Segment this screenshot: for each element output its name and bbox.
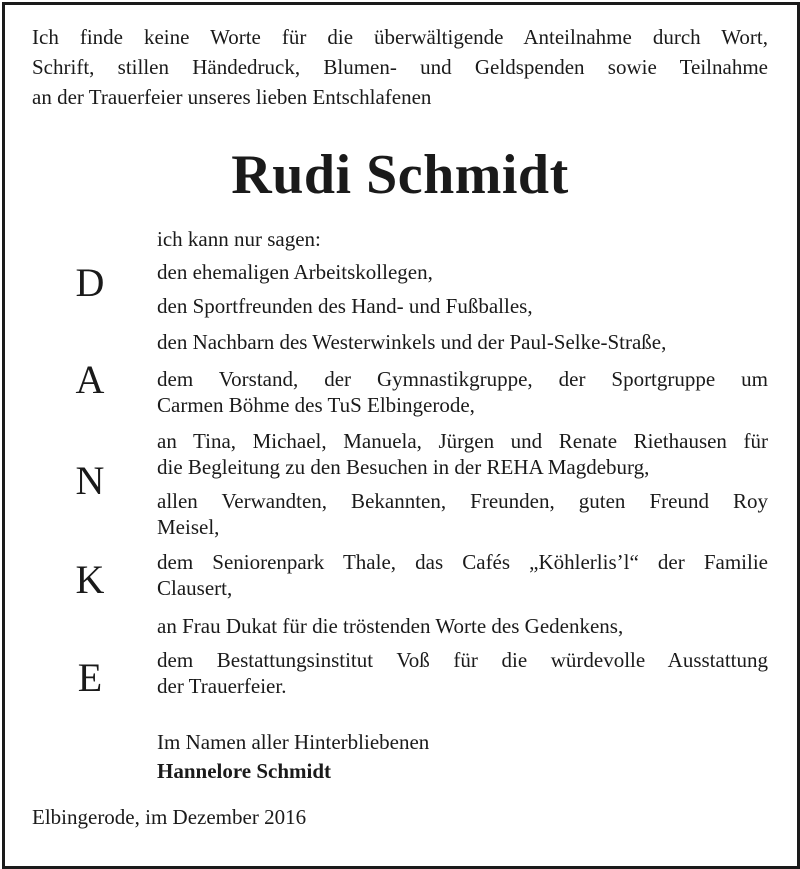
- thanks-entry-5: [157, 366, 768, 418]
- danke-letter-k: K: [75, 557, 105, 602]
- intro-paragraph: [32, 22, 768, 112]
- thanks-line: den Nachbarn des Westerwinkels und der Paul-Selke-Straße,: [157, 330, 667, 354]
- thanks-entry-7: [157, 488, 768, 540]
- thanks-entry-8: [157, 549, 768, 601]
- thanks-entry-2: [157, 259, 768, 285]
- danke-letter-e: E: [77, 655, 103, 700]
- thanks-entry-9: [157, 613, 768, 639]
- thanks-entry-1: [157, 226, 768, 252]
- thanks-entry-6: [157, 428, 768, 480]
- thanks-line: den Sportfreunden des Hand- und Fußballes,: [157, 294, 533, 318]
- deceased-name: Rudi Schmidt: [231, 144, 569, 206]
- thanks-line: der Trauerfeier.: [157, 674, 287, 698]
- thanks-line: die Begleitung zu den Besuchen in der REHA Magdeburg,: [157, 455, 650, 479]
- intro-line-2: Schrift, stillen Händedruck, Blumen- und Geldspenden sowie Teilnahme: [32, 55, 768, 79]
- thanks-line: dem Seniorenpark Thale, das Cafés „Köhlerlis’l“ der Familie: [157, 550, 768, 574]
- thanks-line: dem Bestattungsinstitut Voß für die würdevolle Ausstattung: [157, 648, 768, 672]
- thanks-line: Meisel,: [157, 515, 220, 539]
- thanks-line: allen Verwandten, Bekannten, Freunden, guten Freund Roy: [157, 489, 768, 513]
- thanks-line: den ehemaligen Arbeitskollegen,: [157, 260, 433, 284]
- thanks-line: Carmen Böhme des TuS Elbingerode,: [157, 393, 475, 417]
- signature-line: Im Namen aller Hinterbliebenen: [157, 730, 430, 754]
- thanks-line: dem Vorstand, der Gymnastikgruppe, der Sportgruppe um: [157, 367, 768, 391]
- danke-letter-n: N: [75, 458, 105, 503]
- place-date: Elbingerode, im Dezember 2016: [32, 805, 307, 829]
- intro-line-3: an der Trauerfeier unseres lieben Entschlafenen: [32, 85, 432, 109]
- danke-letter-d: D: [75, 260, 105, 305]
- thanks-line: an Frau Dukat für die tröstenden Worte des Gedenkens,: [157, 614, 624, 638]
- thanks-line: an Tina, Michael, Manuela, Jürgen und Renate Riethausen für: [157, 429, 768, 453]
- danke-letter-a: A: [75, 357, 105, 402]
- signature-name: Hannelore Schmidt: [157, 759, 332, 783]
- intro-line-1: Ich finde keine Worte für die überwältigende Anteilnahme durch Wort,: [32, 25, 768, 49]
- thanks-entry-10: [157, 647, 768, 699]
- thanks-entry-3: [157, 293, 768, 319]
- thanks-line: Clausert,: [157, 576, 233, 600]
- thanks-entry-4: [157, 329, 768, 355]
- thanks-line: ich kann nur sagen:: [157, 227, 321, 251]
